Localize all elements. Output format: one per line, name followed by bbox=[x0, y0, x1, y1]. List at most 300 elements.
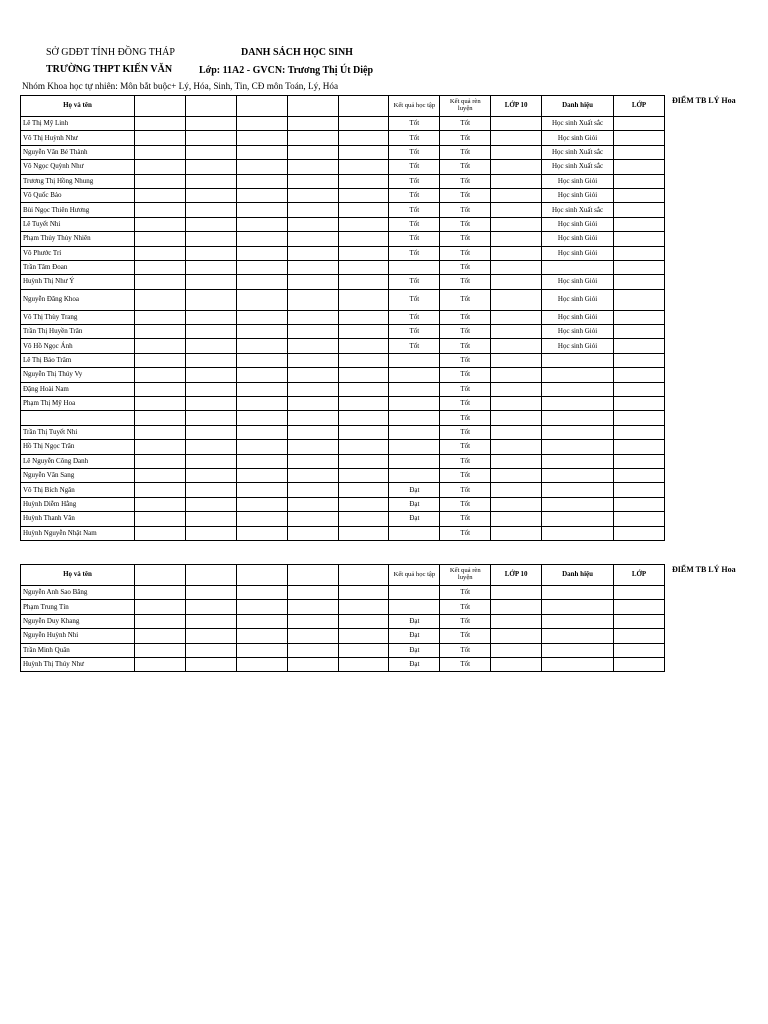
empty-cell bbox=[185, 643, 236, 657]
empty-cell bbox=[134, 117, 185, 131]
empty-cell bbox=[338, 614, 389, 628]
empty-cell bbox=[338, 586, 389, 600]
department-name: SỞ GDĐT TỈNH ĐỒNG THÁP bbox=[46, 47, 175, 58]
empty-cell bbox=[236, 131, 287, 145]
class-cell bbox=[614, 614, 665, 628]
empty-cell bbox=[236, 586, 287, 600]
class-cell bbox=[614, 174, 665, 188]
grade10-cell bbox=[491, 382, 542, 396]
award-title: Học sinh Xuất sắc bbox=[542, 145, 614, 159]
conduct-result: Tốt bbox=[440, 275, 491, 289]
empty-cell bbox=[185, 614, 236, 628]
empty-cell bbox=[338, 275, 389, 289]
side-label-1: ĐIỂM TB LÝ Hoa bbox=[672, 96, 736, 105]
class-cell bbox=[614, 246, 665, 260]
class-cell bbox=[614, 368, 665, 382]
empty-cell bbox=[236, 246, 287, 260]
class-cell bbox=[614, 353, 665, 367]
student-name: Võ Hồ Ngọc Ánh bbox=[21, 339, 135, 353]
conduct-result: Tốt bbox=[440, 217, 491, 231]
empty-cell bbox=[287, 657, 338, 671]
grade10-cell bbox=[491, 512, 542, 526]
conduct-result: Tốt bbox=[440, 382, 491, 396]
empty-cell bbox=[236, 275, 287, 289]
class-cell bbox=[614, 325, 665, 339]
grade10-cell bbox=[491, 586, 542, 600]
empty-cell bbox=[338, 643, 389, 657]
academic-result bbox=[389, 368, 440, 382]
empty-cell bbox=[185, 117, 236, 131]
empty-cell bbox=[134, 468, 185, 482]
empty-cell bbox=[134, 411, 185, 425]
empty-cell bbox=[185, 325, 236, 339]
header-blank bbox=[338, 96, 389, 117]
class-cell bbox=[614, 657, 665, 671]
empty-cell bbox=[338, 174, 389, 188]
side-label-2: ĐIỂM TB LÝ Hoa bbox=[672, 565, 736, 574]
class-cell bbox=[614, 643, 665, 657]
empty-cell bbox=[185, 246, 236, 260]
table-row bbox=[21, 497, 665, 511]
empty-cell bbox=[338, 325, 389, 339]
grade10-cell bbox=[491, 526, 542, 540]
conduct-result: Tốt bbox=[440, 586, 491, 600]
table-row bbox=[21, 325, 665, 339]
header-grade10: LỚP 10 bbox=[491, 96, 542, 117]
class-cell bbox=[614, 586, 665, 600]
award-title bbox=[542, 643, 614, 657]
header-name: Họ và tên bbox=[21, 565, 135, 586]
empty-cell bbox=[338, 368, 389, 382]
empty-cell bbox=[338, 217, 389, 231]
empty-cell bbox=[134, 232, 185, 246]
academic-result: Tốt bbox=[389, 131, 440, 145]
empty-cell bbox=[236, 512, 287, 526]
academic-result bbox=[389, 526, 440, 540]
award-title: Học sinh Giỏi bbox=[542, 232, 614, 246]
class-cell bbox=[614, 339, 665, 353]
student-name: Trần Thị Tuyết Nhi bbox=[21, 425, 135, 439]
award-title bbox=[542, 260, 614, 274]
empty-cell bbox=[134, 275, 185, 289]
table-row bbox=[21, 382, 665, 396]
empty-cell bbox=[134, 600, 185, 614]
empty-cell bbox=[287, 614, 338, 628]
empty-cell bbox=[338, 188, 389, 202]
empty-cell bbox=[287, 325, 338, 339]
grade10-cell bbox=[491, 246, 542, 260]
grade10-cell bbox=[491, 325, 542, 339]
empty-cell bbox=[338, 497, 389, 511]
header-title: Danh hiệu bbox=[542, 565, 614, 586]
student-name: Lê Nguyễn Công Danh bbox=[21, 454, 135, 468]
award-title bbox=[542, 629, 614, 643]
student-name: Nguyễn Văn Bé Thành bbox=[21, 145, 135, 159]
academic-result bbox=[389, 454, 440, 468]
table-row bbox=[21, 454, 665, 468]
table-row bbox=[21, 174, 665, 188]
empty-cell bbox=[287, 188, 338, 202]
conduct-result: Tốt bbox=[440, 526, 491, 540]
empty-cell bbox=[287, 289, 338, 310]
empty-cell bbox=[185, 131, 236, 145]
conduct-result: Tốt bbox=[440, 203, 491, 217]
award-title bbox=[542, 497, 614, 511]
empty-cell bbox=[236, 289, 287, 310]
award-title bbox=[542, 353, 614, 367]
table-row bbox=[21, 425, 665, 439]
empty-cell bbox=[236, 497, 287, 511]
class-cell bbox=[614, 600, 665, 614]
empty-cell bbox=[185, 454, 236, 468]
empty-cell bbox=[236, 425, 287, 439]
empty-cell bbox=[287, 468, 338, 482]
header-grade10: LỚP 10 bbox=[491, 565, 542, 586]
award-title: Học sinh Giỏi bbox=[542, 325, 614, 339]
grade10-cell bbox=[491, 160, 542, 174]
academic-result: Tốt bbox=[389, 246, 440, 260]
empty-cell bbox=[236, 145, 287, 159]
award-title: Học sinh Giỏi bbox=[542, 246, 614, 260]
class-cell bbox=[614, 468, 665, 482]
academic-result: Đạt bbox=[389, 512, 440, 526]
class-cell bbox=[614, 512, 665, 526]
empty-cell bbox=[185, 483, 236, 497]
empty-cell bbox=[287, 232, 338, 246]
grade10-cell bbox=[491, 629, 542, 643]
conduct-result: Tốt bbox=[440, 483, 491, 497]
student-name: Võ Quốc Bảo bbox=[21, 188, 135, 202]
grade10-cell bbox=[491, 425, 542, 439]
table-row bbox=[21, 160, 665, 174]
empty-cell bbox=[287, 260, 338, 274]
student-name: Nguyễn Thị Thúy Vy bbox=[21, 368, 135, 382]
table-header-row bbox=[21, 96, 665, 117]
student-name: Bùi Ngọc Thiên Hương bbox=[21, 203, 135, 217]
empty-cell bbox=[134, 188, 185, 202]
header-title: Danh hiệu bbox=[542, 96, 614, 117]
grade10-cell bbox=[491, 310, 542, 324]
empty-cell bbox=[134, 145, 185, 159]
conduct-result: Tốt bbox=[440, 454, 491, 468]
conduct-result: Tốt bbox=[440, 131, 491, 145]
student-name: Lê Thị Bảo Trâm bbox=[21, 353, 135, 367]
empty-cell bbox=[236, 600, 287, 614]
empty-cell bbox=[236, 382, 287, 396]
class-cell bbox=[614, 382, 665, 396]
empty-cell bbox=[287, 497, 338, 511]
empty-cell bbox=[236, 614, 287, 628]
class-cell bbox=[614, 629, 665, 643]
academic-result: Tốt bbox=[389, 275, 440, 289]
empty-cell bbox=[338, 232, 389, 246]
table-row bbox=[21, 468, 665, 482]
empty-cell bbox=[185, 629, 236, 643]
table-row bbox=[21, 397, 665, 411]
header-blank bbox=[287, 565, 338, 586]
empty-cell bbox=[236, 657, 287, 671]
academic-result: Tốt bbox=[389, 160, 440, 174]
class-cell bbox=[614, 289, 665, 310]
academic-result: Tốt bbox=[389, 217, 440, 231]
grade10-cell bbox=[491, 468, 542, 482]
empty-cell bbox=[236, 468, 287, 482]
empty-cell bbox=[185, 145, 236, 159]
grade10-cell bbox=[491, 145, 542, 159]
empty-cell bbox=[338, 246, 389, 260]
empty-cell bbox=[134, 586, 185, 600]
academic-result: Tốt bbox=[389, 188, 440, 202]
empty-cell bbox=[287, 368, 338, 382]
empty-cell bbox=[134, 483, 185, 497]
academic-result bbox=[389, 397, 440, 411]
grade10-cell bbox=[491, 275, 542, 289]
conduct-result: Tốt bbox=[440, 643, 491, 657]
header-blank bbox=[236, 565, 287, 586]
academic-result: Tốt bbox=[389, 339, 440, 353]
academic-result: Đạt bbox=[389, 629, 440, 643]
class-cell bbox=[614, 203, 665, 217]
table-row bbox=[21, 260, 665, 274]
empty-cell bbox=[134, 454, 185, 468]
academic-result bbox=[389, 411, 440, 425]
class-cell bbox=[614, 217, 665, 231]
empty-cell bbox=[185, 411, 236, 425]
academic-result: Đạt bbox=[389, 483, 440, 497]
award-title bbox=[542, 397, 614, 411]
conduct-result: Tốt bbox=[440, 497, 491, 511]
student-name: Phạm Thị Mỹ Hoa bbox=[21, 397, 135, 411]
empty-cell bbox=[287, 217, 338, 231]
empty-cell bbox=[185, 368, 236, 382]
empty-cell bbox=[338, 600, 389, 614]
grade10-cell bbox=[491, 657, 542, 671]
empty-cell bbox=[185, 275, 236, 289]
award-title: Học sinh Giỏi bbox=[542, 131, 614, 145]
conduct-result: Tốt bbox=[440, 512, 491, 526]
grade10-cell bbox=[491, 339, 542, 353]
empty-cell bbox=[185, 188, 236, 202]
empty-cell bbox=[287, 440, 338, 454]
empty-cell bbox=[287, 382, 338, 396]
empty-cell bbox=[338, 260, 389, 274]
student-name: Lê Thị Mỹ Linh bbox=[21, 117, 135, 131]
empty-cell bbox=[134, 353, 185, 367]
student-name: Võ Thị Thùy Trang bbox=[21, 310, 135, 324]
class-cell bbox=[614, 497, 665, 511]
student-name: Nguyễn Huỳnh Nhi bbox=[21, 629, 135, 643]
conduct-result: Tốt bbox=[440, 160, 491, 174]
conduct-result: Tốt bbox=[440, 232, 491, 246]
table-row bbox=[21, 188, 665, 202]
class-cell bbox=[614, 260, 665, 274]
header-blank bbox=[185, 96, 236, 117]
class-cell bbox=[614, 275, 665, 289]
class-cell bbox=[614, 117, 665, 131]
header-blank bbox=[134, 565, 185, 586]
table-row bbox=[21, 614, 665, 628]
student-name: Võ Thị Bích Ngân bbox=[21, 483, 135, 497]
student-name: Trần Minh Quân bbox=[21, 643, 135, 657]
class-cell bbox=[614, 310, 665, 324]
empty-cell bbox=[287, 512, 338, 526]
table-row bbox=[21, 643, 665, 657]
empty-cell bbox=[134, 657, 185, 671]
conduct-result: Tốt bbox=[440, 246, 491, 260]
grade10-cell bbox=[491, 497, 542, 511]
grade10-cell bbox=[491, 131, 542, 145]
student-name: Nguyễn Đăng Khoa bbox=[21, 289, 135, 310]
academic-result bbox=[389, 440, 440, 454]
grade10-cell bbox=[491, 260, 542, 274]
academic-result bbox=[389, 468, 440, 482]
empty-cell bbox=[287, 203, 338, 217]
empty-cell bbox=[338, 145, 389, 159]
empty-cell bbox=[185, 512, 236, 526]
empty-cell bbox=[287, 160, 338, 174]
empty-cell bbox=[338, 512, 389, 526]
document-title: DANH SÁCH HỌC SINH bbox=[241, 47, 353, 58]
grade10-cell bbox=[491, 397, 542, 411]
header-academic: Kết quả học tập bbox=[389, 96, 440, 117]
award-title bbox=[542, 586, 614, 600]
award-title: Học sinh Xuất sắc bbox=[542, 117, 614, 131]
empty-cell bbox=[236, 643, 287, 657]
table-row bbox=[21, 232, 665, 246]
class-cell bbox=[614, 440, 665, 454]
empty-cell bbox=[287, 275, 338, 289]
header-blank bbox=[287, 96, 338, 117]
academic-result: Tốt bbox=[389, 174, 440, 188]
empty-cell bbox=[185, 353, 236, 367]
award-title: Học sinh Giỏi bbox=[542, 217, 614, 231]
academic-result bbox=[389, 425, 440, 439]
empty-cell bbox=[134, 325, 185, 339]
student-name: Võ Thị Huỳnh Như bbox=[21, 131, 135, 145]
student-name: Trần Thị Huyền Trân bbox=[21, 325, 135, 339]
header-blank bbox=[134, 96, 185, 117]
empty-cell bbox=[185, 310, 236, 324]
academic-result: Tốt bbox=[389, 325, 440, 339]
empty-cell bbox=[236, 440, 287, 454]
award-title bbox=[542, 368, 614, 382]
table-row bbox=[21, 289, 665, 310]
grade10-cell bbox=[491, 600, 542, 614]
table-header-row bbox=[21, 565, 665, 586]
student-name: Võ Ngọc Quỳnh Như bbox=[21, 160, 135, 174]
student-table-2 bbox=[20, 564, 665, 672]
academic-result bbox=[389, 260, 440, 274]
empty-cell bbox=[185, 600, 236, 614]
award-title bbox=[542, 468, 614, 482]
award-title: Học sinh Giỏi bbox=[542, 289, 614, 310]
empty-cell bbox=[236, 325, 287, 339]
empty-cell bbox=[236, 174, 287, 188]
school-name: TRƯỜNG THPT KIẾN VĂN bbox=[46, 64, 173, 75]
table-row bbox=[21, 117, 665, 131]
conduct-result: Tốt bbox=[440, 310, 491, 324]
table-row bbox=[21, 339, 665, 353]
student-name: Huỳnh Nguyễn Nhật Nam bbox=[21, 526, 135, 540]
academic-result: Tốt bbox=[389, 310, 440, 324]
empty-cell bbox=[287, 425, 338, 439]
empty-cell bbox=[236, 411, 287, 425]
empty-cell bbox=[185, 382, 236, 396]
empty-cell bbox=[185, 217, 236, 231]
conduct-result: Tốt bbox=[440, 368, 491, 382]
empty-cell bbox=[236, 353, 287, 367]
conduct-result: Tốt bbox=[440, 468, 491, 482]
header-class: LỚP bbox=[614, 96, 665, 117]
empty-cell bbox=[338, 440, 389, 454]
header-academic: Kết quả học tập bbox=[389, 565, 440, 586]
grade10-cell bbox=[491, 440, 542, 454]
empty-cell bbox=[287, 145, 338, 159]
conduct-result: Tốt bbox=[440, 440, 491, 454]
empty-cell bbox=[287, 586, 338, 600]
empty-cell bbox=[185, 397, 236, 411]
conduct-result: Tốt bbox=[440, 289, 491, 310]
header-conduct: Kết quả rèn luyện bbox=[440, 565, 491, 586]
empty-cell bbox=[236, 483, 287, 497]
grade10-cell bbox=[491, 353, 542, 367]
header-conduct: Kết quả rèn luyện bbox=[440, 96, 491, 117]
conduct-result: Tốt bbox=[440, 339, 491, 353]
empty-cell bbox=[134, 203, 185, 217]
table-row bbox=[21, 353, 665, 367]
class-info: Lớp: 11A2 - GVCN: Trương Thị Út Diệp bbox=[199, 65, 374, 76]
award-title bbox=[542, 657, 614, 671]
academic-result: Đạt bbox=[389, 657, 440, 671]
student-name bbox=[21, 411, 135, 425]
empty-cell bbox=[185, 497, 236, 511]
empty-cell bbox=[134, 512, 185, 526]
grade10-cell bbox=[491, 232, 542, 246]
empty-cell bbox=[287, 117, 338, 131]
header-class: LỚP bbox=[614, 565, 665, 586]
empty-cell bbox=[236, 160, 287, 174]
empty-cell bbox=[236, 454, 287, 468]
award-title bbox=[542, 512, 614, 526]
empty-cell bbox=[134, 289, 185, 310]
academic-result: Tốt bbox=[389, 145, 440, 159]
empty-cell bbox=[185, 586, 236, 600]
empty-cell bbox=[338, 425, 389, 439]
empty-cell bbox=[236, 368, 287, 382]
academic-result: Đạt bbox=[389, 614, 440, 628]
empty-cell bbox=[134, 629, 185, 643]
conduct-result: Tốt bbox=[440, 188, 491, 202]
empty-cell bbox=[134, 397, 185, 411]
empty-cell bbox=[134, 382, 185, 396]
empty-cell bbox=[134, 497, 185, 511]
student-name: Huỳnh Thanh Văn bbox=[21, 512, 135, 526]
student-name: Huỳnh Diễm Hằng bbox=[21, 497, 135, 511]
award-title bbox=[542, 382, 614, 396]
class-cell bbox=[614, 232, 665, 246]
student-name: Huỳnh Thị Như Ý bbox=[21, 275, 135, 289]
table-row bbox=[21, 526, 665, 540]
grade10-cell bbox=[491, 117, 542, 131]
empty-cell bbox=[338, 629, 389, 643]
academic-result: Đạt bbox=[389, 497, 440, 511]
empty-cell bbox=[338, 289, 389, 310]
academic-result: Tốt bbox=[389, 203, 440, 217]
award-title: Học sinh Xuất sắc bbox=[542, 160, 614, 174]
grade10-cell bbox=[491, 643, 542, 657]
empty-cell bbox=[236, 629, 287, 643]
table-row bbox=[21, 411, 665, 425]
